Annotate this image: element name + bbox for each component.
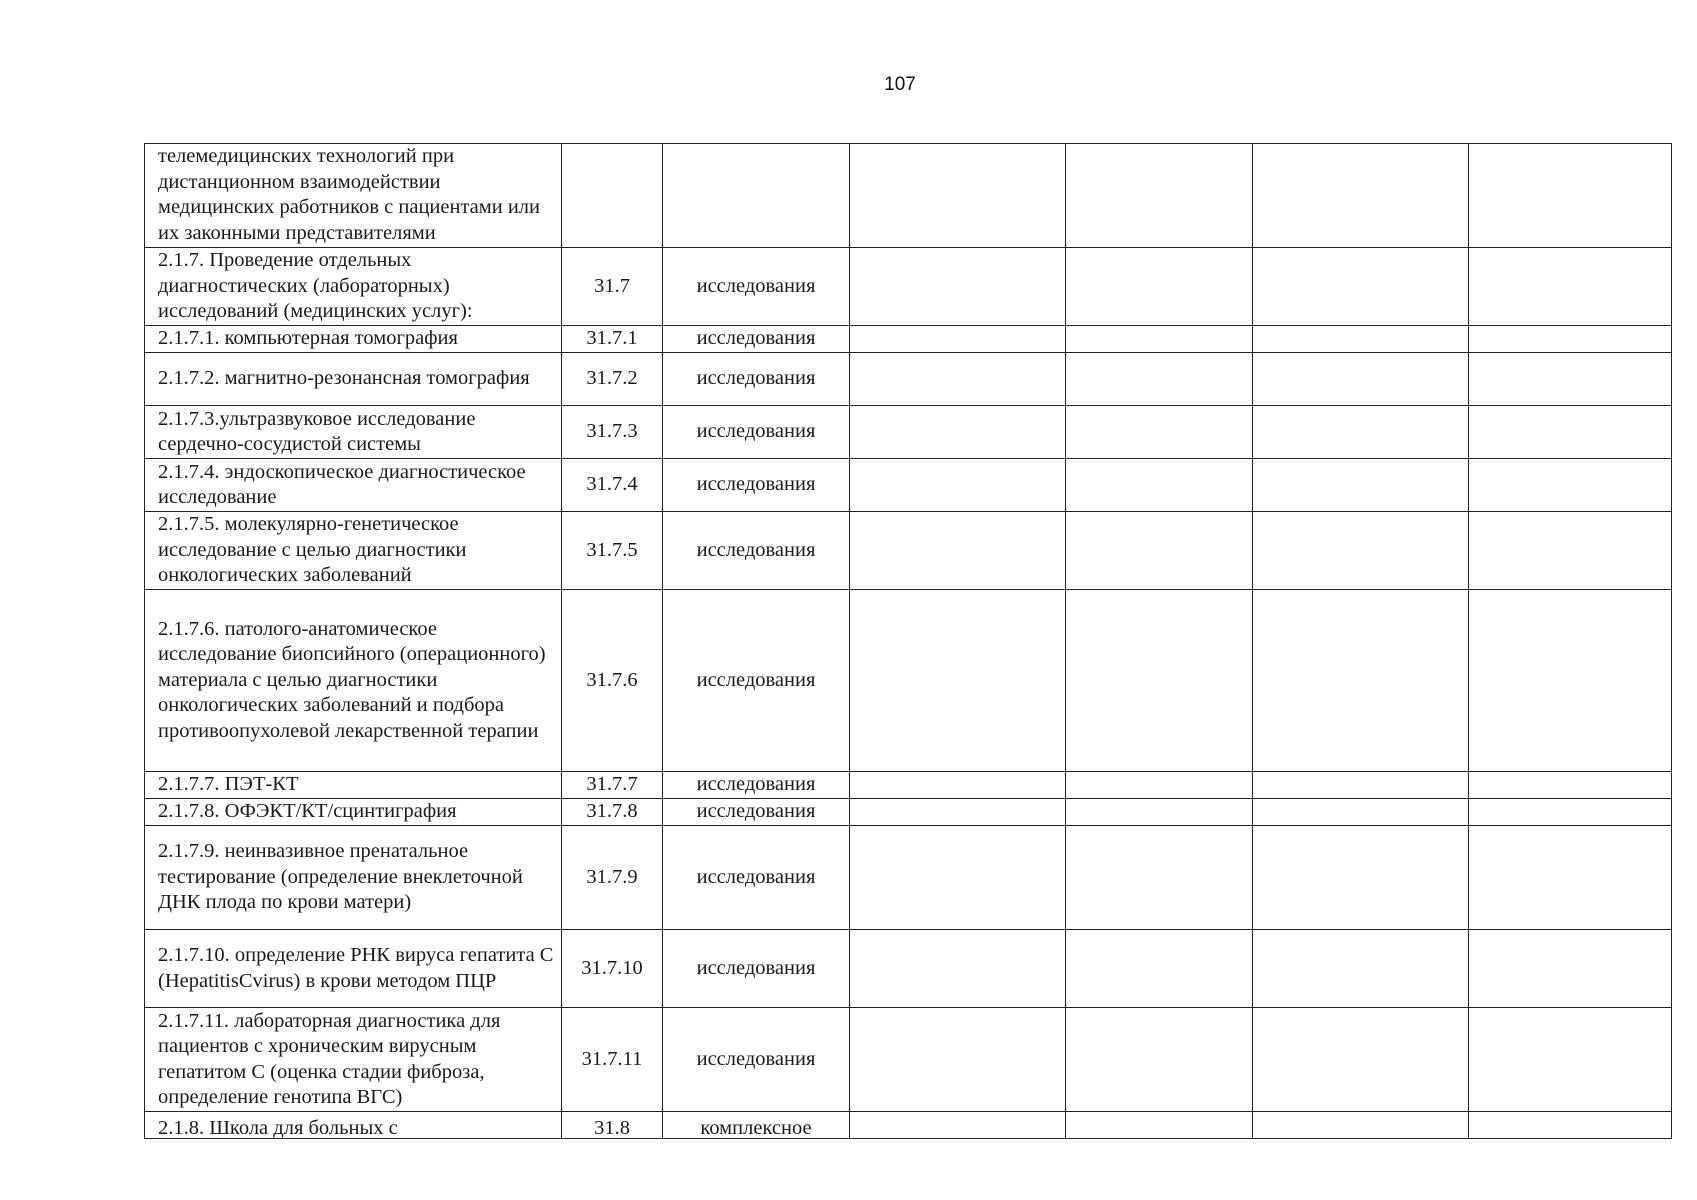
empty-cell — [1469, 772, 1672, 799]
empty-cell — [1469, 459, 1672, 512]
empty-cell — [1253, 326, 1469, 353]
empty-cell — [1469, 826, 1672, 930]
empty-cell — [850, 326, 1066, 353]
empty-cell — [850, 1112, 1066, 1139]
row-unit-cell — [663, 144, 850, 248]
row-name-cell — [145, 1112, 562, 1139]
empty-cell — [1253, 799, 1469, 826]
row-code-cell: 31.7.7 — [562, 772, 663, 799]
table-row — [145, 799, 1672, 826]
empty-cell — [1066, 512, 1253, 590]
empty-cell — [850, 1008, 1066, 1112]
row-unit-cell: исследования — [663, 799, 850, 826]
empty-cell — [1066, 1008, 1253, 1112]
empty-cell — [1253, 1008, 1469, 1112]
table-row — [145, 144, 1672, 248]
row-unit-cell: исследования — [663, 248, 850, 326]
indicators-table — [144, 143, 1672, 1139]
empty-cell — [1066, 248, 1253, 326]
row-unit-cell: исследования — [663, 1008, 850, 1112]
row-unit-cell: исследования — [663, 772, 850, 799]
row-name-cell: 2.1.7.2. магнитно-резонансная томография — [145, 353, 562, 406]
row-name-cell: 2.1.7.9. неинвазивное пренатальное тестирование (определение внеклеточной ДНК плода по крови матери) — [145, 826, 562, 930]
empty-cell — [1253, 248, 1469, 326]
row-code-cell — [562, 144, 663, 248]
row-name-text: 2.1.8. Школа для больных с — [158, 1116, 398, 1138]
empty-cell — [1066, 353, 1253, 406]
row-name-cell: 2.1.7.3.ультразвуковое исследование сердечно-сосудистой системы — [145, 406, 562, 459]
row-code-cell: 31.7.5 — [562, 512, 663, 590]
empty-cell — [1469, 512, 1672, 590]
row-code-cell: 31.7.9 — [562, 826, 663, 930]
row-name-cell: 2.1.7.5. молекулярно-генетическое исследование с целью диагностики онкологических заболеваний — [145, 512, 562, 590]
empty-cell — [850, 406, 1066, 459]
row-name-cell: 2.1.7. Проведение отдельных диагностических (лабораторных) исследований (медицинских услуг): — [145, 248, 562, 326]
empty-cell — [1066, 459, 1253, 512]
row-code-cell — [562, 1112, 663, 1139]
empty-cell — [850, 772, 1066, 799]
empty-cell — [1253, 406, 1469, 459]
row-unit-cell: исследования — [663, 590, 850, 772]
empty-cell — [1469, 406, 1672, 459]
empty-cell — [1253, 459, 1469, 512]
row-code-cell: 31.7.11 — [562, 1008, 663, 1112]
empty-cell — [1066, 826, 1253, 930]
empty-cell — [1066, 930, 1253, 1008]
row-name-cell: 2.1.7.4. эндоскопическое диагностическое исследование — [145, 459, 562, 512]
table-row — [145, 590, 1672, 772]
row-name-cell: 2.1.7.7. ПЭТ-КТ — [145, 772, 562, 799]
empty-cell — [850, 353, 1066, 406]
empty-cell — [850, 512, 1066, 590]
empty-cell — [1066, 1112, 1253, 1139]
empty-cell — [1066, 590, 1253, 772]
table-row — [145, 326, 1672, 353]
empty-cell — [1469, 144, 1672, 248]
row-code-cell: 31.7.4 — [562, 459, 663, 512]
page-number: 107 — [884, 74, 916, 95]
empty-cell — [1469, 326, 1672, 353]
empty-cell — [850, 248, 1066, 326]
row-code-cell: 31.7.1 — [562, 326, 663, 353]
empty-cell — [850, 826, 1066, 930]
empty-cell — [1253, 512, 1469, 590]
row-code-cell: 31.7 — [562, 248, 663, 326]
empty-cell — [1469, 1008, 1672, 1112]
empty-cell — [1253, 353, 1469, 406]
row-name-cell: телемедицинских технологий при дистанционном взаимодействии медицинских работников с пациентами или их законными представителями — [145, 144, 562, 248]
empty-cell — [1066, 326, 1253, 353]
row-code-cell: 31.7.6 — [562, 590, 663, 772]
empty-cell — [1469, 799, 1672, 826]
row-name-cell: 2.1.7.10. определение РНК вируса гепатита С (HepatitisCvirus) в крови методом ПЦР — [145, 930, 562, 1008]
row-unit-cell: исследования — [663, 326, 850, 353]
table-row — [145, 248, 1672, 326]
empty-cell — [1469, 353, 1672, 406]
row-name-cell: 2.1.7.6. патолого-анатомическое исследование биопсийного (операционного) материала с целью диагностики онкологических заболеваний и подбора противоопухолевой лекарственной терапии — [145, 590, 562, 772]
row-code-text: 31.8 — [594, 1116, 630, 1138]
row-unit-cell: исследования — [663, 406, 850, 459]
row-unit-cell: исследования — [663, 353, 850, 406]
table-row — [145, 826, 1672, 930]
table-row — [145, 353, 1672, 406]
row-name-cell: 2.1.7.8. ОФЭКТ/КТ/сцинтиграфия — [145, 799, 562, 826]
row-unit-cell: исследования — [663, 512, 850, 590]
table-row — [145, 1008, 1672, 1112]
empty-cell — [850, 459, 1066, 512]
row-unit-text: комплексное — [700, 1116, 812, 1138]
empty-cell — [1253, 930, 1469, 1008]
empty-cell — [1066, 799, 1253, 826]
row-name-cell: 2.1.7.11. лабораторная диагностика для пациентов с хроническим вирусным гепатитом С (оценка стадии фиброза, определение генотипа ВГС) — [145, 1008, 562, 1112]
row-code-cell: 31.7.10 — [562, 930, 663, 1008]
empty-cell — [850, 799, 1066, 826]
empty-cell — [1469, 590, 1672, 772]
table-row — [145, 772, 1672, 799]
empty-cell — [1469, 248, 1672, 326]
table-row — [145, 459, 1672, 512]
row-name-cell: 2.1.7.1. компьютерная томография — [145, 326, 562, 353]
empty-cell — [1066, 772, 1253, 799]
table-row — [145, 512, 1672, 590]
table-row — [145, 406, 1672, 459]
empty-cell — [850, 144, 1066, 248]
row-code-cell: 31.7.8 — [562, 799, 663, 826]
empty-cell — [1469, 930, 1672, 1008]
empty-cell — [1469, 1112, 1672, 1139]
empty-cell — [850, 930, 1066, 1008]
row-unit-cell: исследования — [663, 930, 850, 1008]
table-row — [145, 930, 1672, 1008]
empty-cell — [1066, 144, 1253, 248]
empty-cell — [850, 590, 1066, 772]
empty-cell — [1253, 144, 1469, 248]
row-code-cell: 31.7.3 — [562, 406, 663, 459]
empty-cell — [1253, 1112, 1469, 1139]
empty-cell — [1066, 406, 1253, 459]
empty-cell — [1253, 590, 1469, 772]
row-unit-cell — [663, 1112, 850, 1139]
table-row — [145, 1112, 1672, 1139]
empty-cell — [1253, 826, 1469, 930]
empty-cell — [1253, 772, 1469, 799]
row-unit-cell: исследования — [663, 459, 850, 512]
row-code-cell: 31.7.2 — [562, 353, 663, 406]
row-unit-cell: исследования — [663, 826, 850, 930]
